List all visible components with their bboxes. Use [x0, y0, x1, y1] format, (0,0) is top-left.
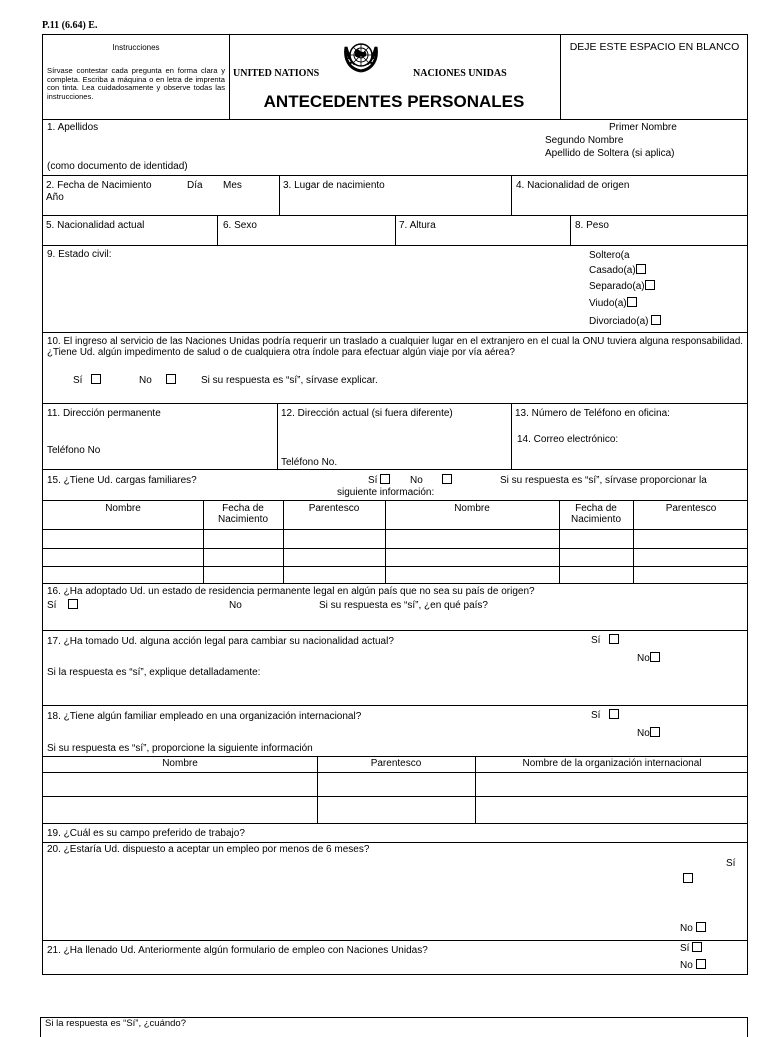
height-label: 7. Altura	[399, 220, 436, 231]
section-physical	[42, 215, 748, 246]
residency-yes-checkbox[interactable]	[68, 599, 78, 609]
section-prior-application-when	[40, 1017, 748, 1037]
dependents-col-relation-2: Parentesco	[665, 503, 717, 514]
dependents-question: 15. ¿Tiene Ud. cargas familiares?	[47, 475, 197, 486]
permanent-address-label: 11. Dirección permanente	[47, 408, 161, 419]
widowed-checkbox[interactable]	[627, 297, 637, 307]
section-travel	[42, 332, 748, 404]
nationality-change-no-option[interactable]: No	[637, 652, 660, 665]
marital-option-divorced[interactable]: Divorciado(a)	[589, 315, 661, 328]
marital-option-married[interactable]: Casado(a)	[589, 264, 646, 277]
blank-space-label: DEJE ESTE ESPACIO EN BLANCO	[569, 41, 740, 53]
dependents-col-birth-1: Fecha de Nacimiento	[217, 503, 269, 525]
short-term-yes-checkbox[interactable]	[683, 873, 693, 883]
dependents-col-birth-2: Fecha de Nacimiento	[570, 503, 622, 525]
instructions-title: Instrucciones	[112, 43, 160, 52]
family-intl-col-org: Nombre de la organización internacional	[522, 758, 702, 769]
section-addresses	[42, 403, 748, 470]
prior-application-yes-checkbox[interactable]	[692, 942, 702, 952]
form-header	[42, 34, 748, 120]
current-phone-label: Teléfono No.	[281, 457, 338, 468]
travel-no-option[interactable]: No	[139, 374, 176, 387]
sex-label: 6. Sexo	[223, 220, 257, 231]
dependents-no-checkbox[interactable]	[442, 474, 452, 484]
family-intl-yes-option[interactable]: Sí	[591, 709, 619, 722]
dependents-yes-checkbox[interactable]	[380, 474, 390, 484]
un-emblem-icon	[341, 39, 381, 75]
travel-question: 10. El ingreso al servicio de las Naciones Unidas podría requerir un traslado a cualquier lugar en el extranjero en el cual la ONU tuviera alguna responsabilidad. ¿Tiene Ud. algún impedimento de salud o de cualquiera otra índole para efectuar algún viaje por vía aérea?	[47, 336, 743, 358]
origin-nationality-label: 4. Nacionalidad de origen	[516, 180, 630, 191]
residency-followup: Si su respuesta es “sí”, ¿en qué país?	[319, 600, 488, 611]
travel-explain: Si su respuesta es “sí”, sírvase explicar.	[201, 375, 378, 386]
section-marital-status	[42, 245, 748, 333]
nationality-change-yes-checkbox[interactable]	[609, 634, 619, 644]
prior-application-question: 21. ¿Ha llenado Ud. Anteriormente algún formulario de empleo con Naciones Unidas?	[47, 945, 428, 956]
family-intl-followup: Si su respuesta es “sí”, proporcione la siguiente información	[47, 743, 313, 754]
family-intl-col-relation: Parentesco	[370, 758, 422, 769]
section-family-intl-org	[42, 705, 748, 824]
family-intl-col-name: Nombre	[162, 758, 198, 769]
instructions-text: Sírvase contestar cada pregunta en forma clara y completa. Escriba a máquina o en letra de imprenta con tinta. Lea cuidadosamente y observe todas las instrucciones.	[47, 66, 225, 101]
short-term-question: 20. ¿Estaría Ud. dispuesto a aceptar un empleo por menos de 6 meses?	[47, 844, 370, 855]
marital-status-label: 9. Estado civil:	[47, 249, 112, 260]
nationality-change-followup: Si la respuesta es “sí”, explique detalladamente:	[47, 667, 261, 678]
travel-yes-option[interactable]: Sí	[73, 374, 101, 387]
dependents-col-name-1: Nombre	[105, 503, 141, 514]
section-dependents	[42, 469, 748, 584]
separated-checkbox[interactable]	[645, 280, 655, 290]
birth-day-label: Día	[187, 180, 203, 191]
dependents-col-name-2: Nombre	[454, 503, 490, 514]
first-name-label: Primer Nombre	[609, 122, 677, 133]
dependents-col-relation-1: Parentesco	[308, 503, 360, 514]
current-nationality-label: 5. Nacionalidad actual	[46, 220, 145, 231]
current-address-label: 12. Dirección actual (si fuera diferente)	[281, 408, 453, 419]
nationality-change-no-checkbox[interactable]	[650, 652, 660, 662]
surnames-label: 1. Apellidos	[47, 122, 99, 133]
marital-option-widowed[interactable]: Viudo(a)	[589, 297, 637, 310]
second-name-label: Segundo Nombre	[545, 135, 624, 146]
dependents-followup-2: siguiente información:	[337, 487, 435, 498]
dependents-no-option[interactable]: No	[410, 474, 452, 487]
nationality-change-question: 17. ¿Ha tomado Ud. alguna acción legal para cambiar su nacionalidad actual?	[47, 636, 394, 647]
form-code: P.11 (6.64) E.	[42, 20, 98, 31]
org-name-en: UNITED NATIONS	[233, 68, 320, 79]
section-prior-application	[42, 940, 748, 975]
section-birth	[42, 175, 748, 216]
residency-yes-option[interactable]: Sí	[47, 599, 78, 612]
section-nationality-change	[42, 630, 748, 706]
maiden-name-label: Apellido de Soltera (si aplica)	[545, 148, 675, 159]
id-note: (como documento de identidad)	[47, 161, 188, 172]
org-name-es: NACIONES UNIDAS	[413, 68, 507, 79]
residency-no-option: No	[229, 600, 242, 611]
travel-no-checkbox[interactable]	[166, 374, 176, 384]
family-intl-yes-checkbox[interactable]	[609, 709, 619, 719]
birth-place-label: 3. Lugar de nacimiento	[283, 180, 385, 191]
form-title: ANTECEDENTES PERSONALES	[263, 92, 525, 111]
email-label: 14. Correo electrónico:	[517, 434, 619, 445]
prior-application-no-checkbox[interactable]	[696, 959, 706, 969]
family-intl-no-checkbox[interactable]	[650, 727, 660, 737]
section-surnames[interactable]	[42, 119, 748, 176]
travel-yes-checkbox[interactable]	[91, 374, 101, 384]
office-phone-label: 13. Número de Teléfono en oficina:	[515, 408, 670, 419]
birth-year-label: Año	[46, 192, 64, 203]
dependents-yes-option[interactable]: Sí	[368, 474, 390, 487]
marital-option-separated[interactable]: Separado(a)	[589, 280, 655, 293]
dependents-followup: Si su respuesta es “sí”, sírvase proporcionar la	[500, 475, 707, 486]
residency-question: 16. ¿Ha adoptado Ud. un estado de residencia permanente legal en algún país que no sea su país de origen?	[47, 586, 535, 597]
family-intl-question: 18. ¿Tiene algún familiar empleado en una organización internacional?	[47, 711, 362, 722]
work-field-question: 19. ¿Cuál es su campo preferido de trabajo?	[47, 828, 245, 839]
permanent-phone-label: Teléfono No	[47, 445, 101, 456]
short-term-no-option[interactable]: No	[680, 922, 706, 935]
prior-application-when: Si la respuesta es “Sí”, ¿cuándo?	[45, 1018, 186, 1029]
section-short-term	[42, 842, 748, 941]
weight-label: 8. Peso	[575, 220, 609, 231]
short-term-yes-label: Sí	[726, 858, 736, 869]
section-residency	[42, 583, 748, 631]
divorced-checkbox[interactable]	[651, 315, 661, 325]
prior-application-no-option[interactable]: No	[680, 959, 706, 972]
birth-date-label: 2. Fecha de Nacimiento	[46, 180, 152, 191]
section-work-field	[42, 823, 748, 843]
short-term-no-checkbox[interactable]	[696, 922, 706, 932]
married-checkbox[interactable]	[636, 264, 646, 274]
marital-option-single: Soltero(a	[589, 250, 630, 261]
nationality-change-yes-option[interactable]: Sí	[591, 634, 619, 647]
birth-month-label: Mes	[223, 180, 242, 191]
family-intl-no-option[interactable]: No	[637, 727, 660, 740]
prior-application-yes-option[interactable]: Sí	[680, 942, 702, 955]
